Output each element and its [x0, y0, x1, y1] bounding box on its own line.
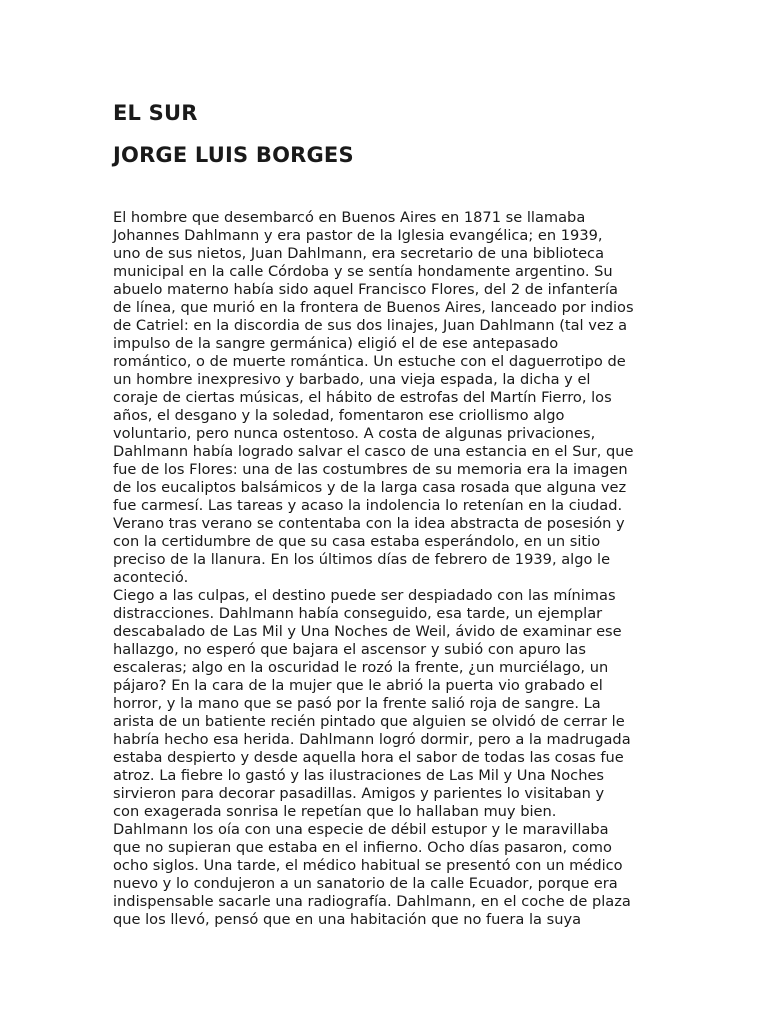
- document-author: JORGE LUIS BORGES: [113, 143, 354, 167]
- text-line: habría hecho esa herida. Dahlmann logró dormir, pero a la madrugada: [113, 731, 631, 748]
- text-line: de Catriel: en la discordia de sus dos linajes, Juan Dahlmann (tal vez a: [113, 317, 628, 334]
- text-line: romántico, o de muerte romántica. Un estuche con el daguerrotipo de: [113, 353, 626, 370]
- text-line: distracciones. Dahlmann había conseguido, esa tarde, un ejemplar: [113, 605, 603, 622]
- text-line: estaba despierto y desde aquella hora el sabor de todas las cosas fue: [113, 749, 624, 766]
- text-line: ocho siglos. Una tarde, el médico habitual se presentó con un médico: [113, 857, 623, 874]
- text-line: impulso de la sangre germánica) eligió el de ese antepasado: [113, 335, 559, 352]
- text-line: arista de un batiente recién pintado que alguien se olvidó de cerrar le: [113, 713, 625, 730]
- text-line: abuelo materno había sido aquel Francisco Flores, del 2 de infantería: [113, 281, 618, 298]
- text-line: aconteció.: [113, 569, 189, 586]
- text-line: hallazgo, no esperó que bajara el ascensor y subió con apuro las: [113, 641, 586, 658]
- text-line: coraje de ciertas músicas, el hábito de estrofas del Martín Fierro, los: [113, 389, 612, 406]
- text-line: Dahlmann había logrado salvar el casco de una estancia en el Sur, que: [113, 443, 634, 460]
- text-line: años, el desgano y la soledad, fomentaron ese criollismo algo: [113, 407, 565, 424]
- text-line: fue carmesí. Las tareas y acaso la indolencia lo retenían en la ciudad.: [113, 497, 623, 514]
- text-line: con la certidumbre de que su casa estaba esperándolo, en un sitio: [113, 533, 601, 550]
- document-title: EL SUR: [113, 101, 198, 125]
- text-line: que los llevó, pensó que en una habitación que no fuera la suya: [113, 911, 582, 928]
- text-line: atroz. La fiebre lo gastó y las ilustraciones de Las Mil y Una Noches: [113, 767, 605, 784]
- text-line: Johannes Dahlmann y era pastor de la Iglesia evangélica; en 1939,: [113, 227, 603, 244]
- text-line: un hombre inexpresivo y barbado, una vieja espada, la dicha y el: [113, 371, 591, 388]
- text-line: fue de los Flores: una de las costumbres de su memoria era la imagen: [113, 461, 628, 478]
- text-line: de los eucaliptos balsámicos y de la larga casa rosada que alguna vez: [113, 479, 627, 496]
- text-line: Dahlmann los oía con una especie de débil estupor y le maravillaba: [113, 821, 609, 838]
- text-line: El hombre que desembarcó en Buenos Aires en 1871 se llamaba: [113, 209, 586, 226]
- document-body: [113, 209, 658, 929]
- text-line: escaleras; algo en la oscuridad le rozó la frente, ¿un murciélago, un: [113, 659, 609, 676]
- text-line: voluntario, pero nunca ostentoso. A costa de algunas privaciones,: [113, 425, 596, 442]
- text-line: horror, y la mano que se pasó por la frente salió roja de sangre. La: [113, 695, 601, 712]
- text-line: Ciego a las culpas, el destino puede ser despiadado con las mínimas: [113, 587, 616, 604]
- text-line: Verano tras verano se contentaba con la idea abstracta de posesión y: [113, 515, 625, 532]
- text-line: municipal en la calle Córdoba y se sentía hondamente argentino. Su: [113, 263, 613, 280]
- text-line: preciso de la llanura. En los últimos días de febrero de 1939, algo le: [113, 551, 611, 568]
- text-line: indispensable sacarle una radiografía. Dahlmann, en el coche de plaza: [113, 893, 631, 910]
- text-line: nuevo y lo condujeron a un sanatorio de la calle Ecuador, porque era: [113, 875, 618, 892]
- text-line: que no supieran que estaba en el infierno. Ocho días pasaron, como: [113, 839, 612, 856]
- text-line: de línea, que murió en la frontera de Buenos Aires, lanceado por indios: [113, 299, 634, 316]
- text-line: descabalado de Las Mil y Una Noches de Weil, ávido de examinar ese: [113, 623, 622, 640]
- text-line: pájaro? En la cara de la mujer que le abrió la puerta vio grabado el: [113, 677, 603, 694]
- text-line: con exagerada sonrisa le repetían que lo hallaban muy bien.: [113, 803, 557, 820]
- text-line: uno de sus nietos, Juan Dahlmann, era secretario de una biblioteca: [113, 245, 605, 262]
- text-line: sirvieron para decorar pasadillas. Amigos y parientes lo visitaban y: [113, 785, 605, 802]
